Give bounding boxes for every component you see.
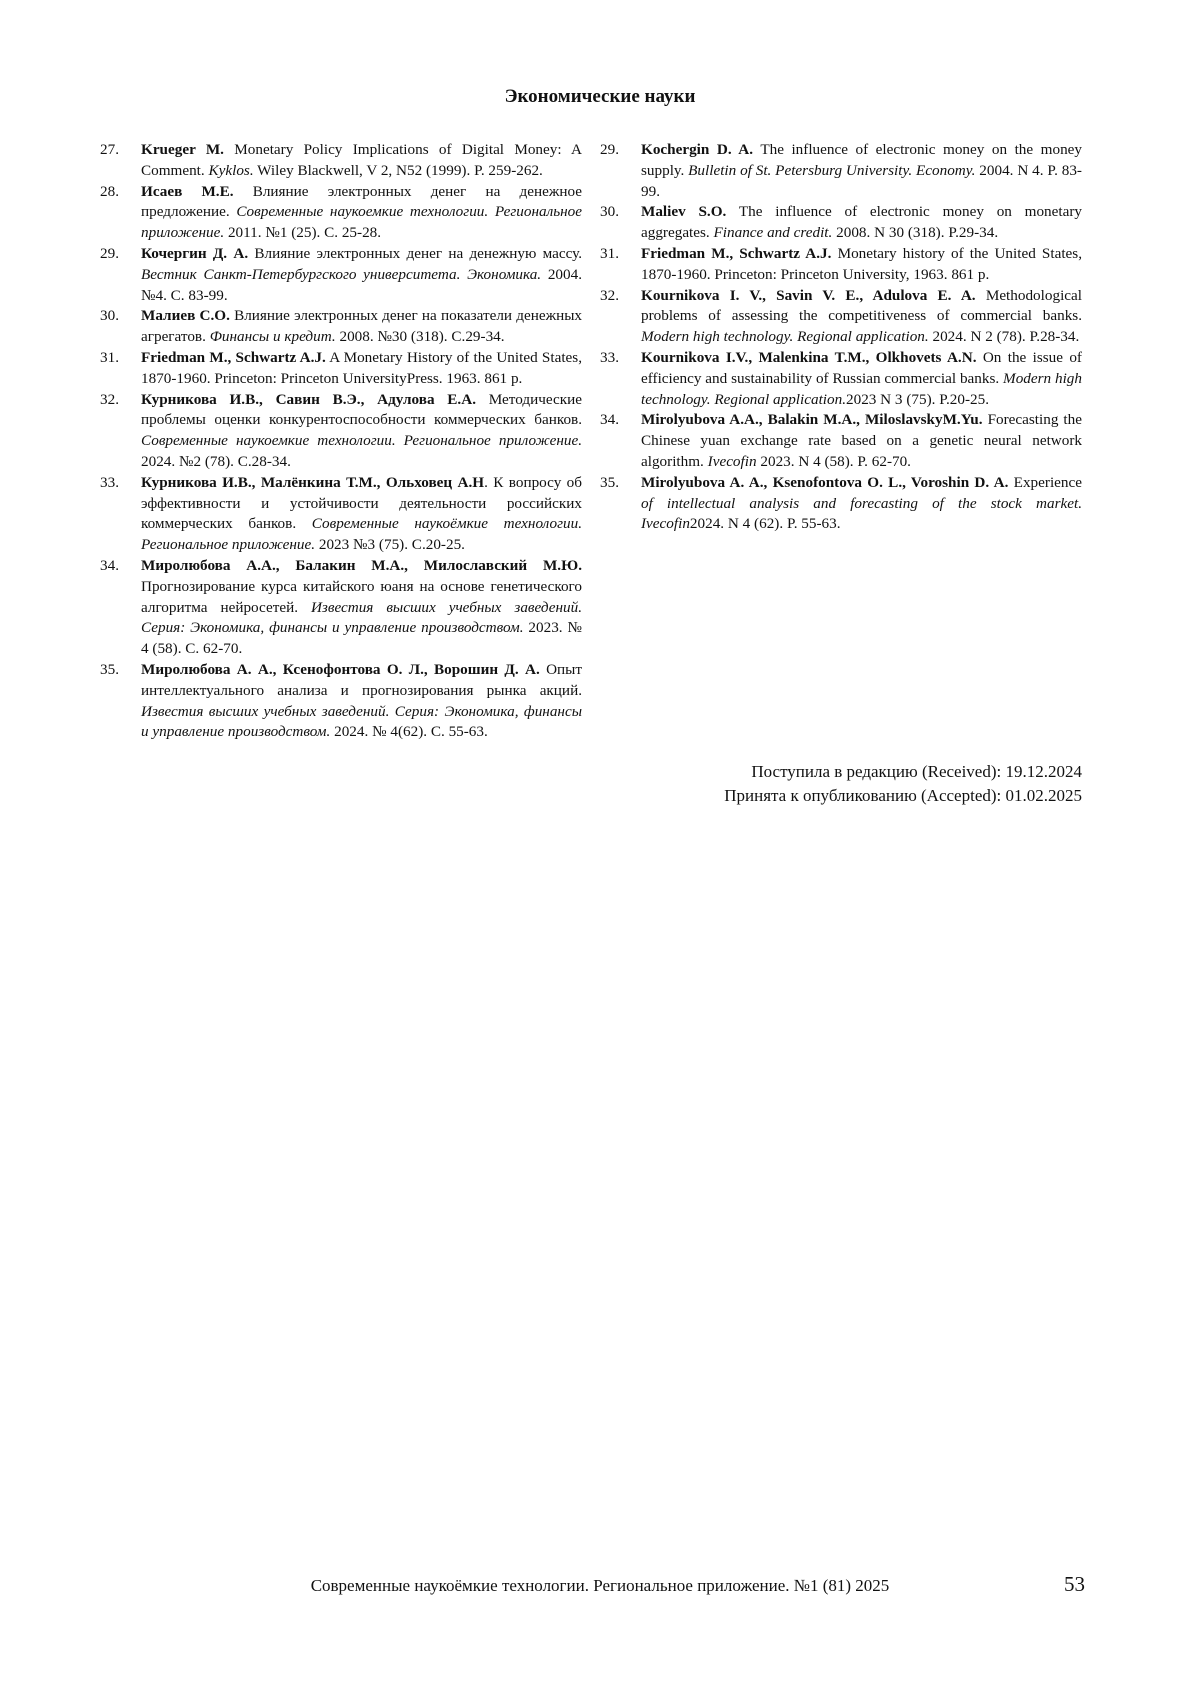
reference-author: Mirolyubova A.A., Balakin M.A., MiloslavskyM.Yu.: [641, 411, 983, 429]
reference-source: of intellectual analysis and forecasting of the stock market. Ivecofin: [641, 494, 1082, 533]
reference-author: Friedman M., Schwartz A.J.: [641, 244, 832, 262]
reference-number: 29.: [600, 141, 619, 158]
reference-text: Kochergin D. A. The influence of electronic money on the money supply. Bulletin of St. Petersburg University. Economy. 2004. N 4. P. 83-99.: [641, 141, 1082, 200]
reference-source: Modern high technology. Regional application.: [641, 328, 929, 346]
references-left-column: [100, 140, 582, 743]
reference-source: Известия высших учебных заведений. Серия: Экономика, финансы и управление производством.: [141, 598, 582, 637]
reference-source: Современные наукоемкие технологии. Региональное приложение.: [141, 432, 582, 450]
reference-number: 29.: [100, 244, 119, 262]
reference-item: [100, 556, 582, 660]
reference-text: Friedman M., Schwartz A.J. A Monetary History of the United States, 1870-1960. Princeton: Princeton UniversityPress. 1963. 861 p.: [141, 348, 582, 387]
submission-dates: [724, 760, 1082, 808]
reference-author: Kochergin D. A.: [641, 141, 754, 158]
reference-author: Maliev S.O.: [641, 203, 727, 221]
reference-item: [600, 348, 1082, 410]
reference-author: Krueger M.: [141, 141, 224, 158]
reference-number: 28.: [100, 182, 119, 200]
reference-item: [100, 244, 582, 306]
reference-source: Известия высших учебных заведений. Серия: Экономика, финансы и управление производством.: [141, 702, 582, 741]
reference-source: Modern high technology. Regional application.: [641, 369, 1082, 408]
reference-source: Ivecofin: [707, 452, 757, 470]
reference-item: [100, 182, 582, 244]
reference-item: [600, 244, 1082, 286]
reference-number: 35.: [600, 473, 619, 491]
reference-source: Finance and credit.: [713, 224, 833, 242]
reference-item: [100, 390, 582, 473]
reference-text: Mirolyubova A.A., Balakin M.A., MiloslavskyM.Yu. Forecasting the Chinese yuan exchange rate based on a genetic neural network algorithm. Ivecofin 2023. N 4 (58). P. 62-70.: [641, 411, 1082, 470]
reference-number: 34.: [100, 556, 119, 574]
reference-source: Современные наукоёмкие технологии. Региональное приложение.: [141, 515, 582, 554]
reference-author: Mirolyubova A. A., Ksenofontova O. L., Voroshin D. A.: [641, 473, 1009, 491]
received-date: Поступила в редакцию (Received): 19.12.2024: [751, 762, 1082, 781]
reference-number: 31.: [100, 348, 119, 366]
reference-number: 32.: [100, 390, 119, 408]
reference-number: 33.: [600, 348, 619, 366]
reference-source: Вестник Санкт-Петербургского университета. Экономика.: [141, 265, 542, 283]
footer-journal-title: Современные наукоёмкие технологии. Региональное приложение. №1 (81) 2025: [310, 1576, 890, 1595]
reference-item: [100, 140, 582, 182]
section-title: Экономические науки: [504, 86, 696, 107]
reference-author: Исаев М.Е.: [141, 182, 234, 200]
page-number: 53: [1064, 1572, 1085, 1596]
reference-number: 33.: [100, 473, 119, 491]
reference-number: 35.: [100, 660, 119, 678]
reference-author: Миролюбова А. А., Ксенофонтова О. Л., Ворошин Д. А.: [141, 660, 540, 678]
reference-author: Малиев С.О.: [141, 307, 230, 325]
reference-item: [600, 140, 1082, 202]
reference-text: Krueger M. Monetary Policy Implications of Digital Money: A Comment. Kyklos. Wiley Blackwell, V 2, N52 (1999). P. 259-262.: [141, 141, 582, 179]
reference-item: [100, 306, 582, 348]
reference-number: 34.: [600, 411, 619, 429]
reference-source: Kyklos.: [208, 161, 254, 179]
reference-number: 32.: [600, 286, 619, 304]
reference-item: [100, 348, 582, 390]
reference-number: 30.: [100, 307, 119, 325]
reference-author: Kournikova I. V., Savin V. E., Adulova E. A.: [641, 286, 976, 304]
reference-item: [600, 410, 1082, 472]
reference-number: 30.: [600, 203, 619, 221]
reference-source: Финансы и кредит.: [209, 328, 336, 346]
reference-text: Kournikova I. V., Savin V. E., Adulova E. A. Methodological problems of assessing the competitiveness of commercial banks. Modern high technology. Regional application. 2024. N 2 (78). P.28-34.: [641, 286, 1082, 346]
reference-author: Kournikova I.V., Malenkina T.M., Olkhovets A.N.: [641, 348, 977, 366]
reference-item: [100, 660, 582, 743]
reference-text: Курникова И.В., Малёнкина Т.М., Ольховец А.Н. К вопросу об эффективности и устойчивости деятельности российских коммерческих банков. Современные наукоёмкие технологии. Региональное приложение. 2023 №3 (75). С.20-25.: [141, 473, 582, 554]
reference-source: Bulletin of St. Petersburg University. Economy.: [688, 161, 976, 179]
reference-item: [600, 202, 1082, 244]
reference-author: Миролюбова А.А., Балакин М.А., Милославский М.Ю.: [141, 556, 582, 574]
references-right-column: [600, 140, 1082, 535]
reference-text: Mirolyubova A. A., Ksenofontova O. L., Voroshin D. A. Experience of intellectual analysis and forecasting of the stock market. Ivecofin2024. N 4 (62). P. 55-63.: [641, 473, 1082, 533]
reference-text: Миролюбова А.А., Балакин М.А., Милославский М.Ю. Прогнозирование курса китайского юаня на основе генетического алгоритма нейросетей. Известия высших учебных заведений. Серия: Экономика, финансы и управление производством. 2023. № 4 (58). С. 62-70.: [141, 556, 582, 658]
reference-item: [600, 286, 1082, 348]
reference-text: Курникова И.В., Савин В.Э., Адулова Е.А. Методические проблемы оценки конкурентоспособности коммерческих банков. Современные наукоемкие технологии. Региональное приложение. 2024. №2 (78). С.28-34.: [141, 390, 582, 470]
reference-text: Friedman M., Schwartz A.J. Monetary history of the United States, 1870-1960. Princeton: Princeton University, 1963. 861 p.: [641, 244, 1082, 283]
reference-text: Maliev S.O. The influence of electronic money on monetary aggregates. Finance and credit. 2008. N 30 (318). P.29-34.: [641, 203, 1083, 242]
accepted-date: Принята к опубликованию (Accepted): 01.02.2025: [724, 786, 1082, 805]
reference-number: 31.: [600, 244, 619, 262]
reference-text: Исаев М.Е. Влияние электронных денег на денежное предложение. Современные наукоемкие технологии. Региональное приложение. 2011. №1 (25). С. 25-28.: [141, 182, 582, 242]
reference-item: [600, 473, 1082, 535]
reference-author: Курникова И.В., Малёнкина Т.М., Ольховец А.Н: [141, 473, 485, 491]
reference-text: Кочергин Д. А. Влияние электронных денег на денежную массу. Вестник Санкт-Петербургского университета. Экономика. 2004. №4. С. 83-99.: [141, 244, 583, 304]
reference-number: 27.: [100, 141, 119, 158]
reference-text: Малиев С.О. Влияние электронных денег на показатели денежных агрегатов. Финансы и кредит. 2008. №30 (318). С.29-34.: [141, 307, 583, 346]
reference-text: Kournikova I.V., Malenkina T.M., Olkhovets A.N. On the issue of efficiency and sustainability of Russian commercial banks. Modern high technology. Regional application.2023 N 3 (75). P.20-25.: [641, 348, 1082, 408]
reference-item: [100, 473, 582, 556]
reference-author: Курникова И.В., Савин В.Э., Адулова Е.А.: [141, 390, 476, 408]
reference-author: Friedman M., Schwartz A.J.: [141, 348, 326, 366]
reference-source: Современные наукоемкие технологии. Региональное приложение.: [141, 203, 582, 242]
reference-text: Миролюбова А. А., Ксенофонтова О. Л., Ворошин Д. А. Опыт интеллектуального анализа и прогнозирования рынка акций. Известия высших учебных заведений. Серия: Экономика, финансы и управление производством. 2024. № 4(62). С. 55-63.: [141, 660, 583, 741]
reference-author: Кочергин Д. А.: [141, 244, 249, 262]
